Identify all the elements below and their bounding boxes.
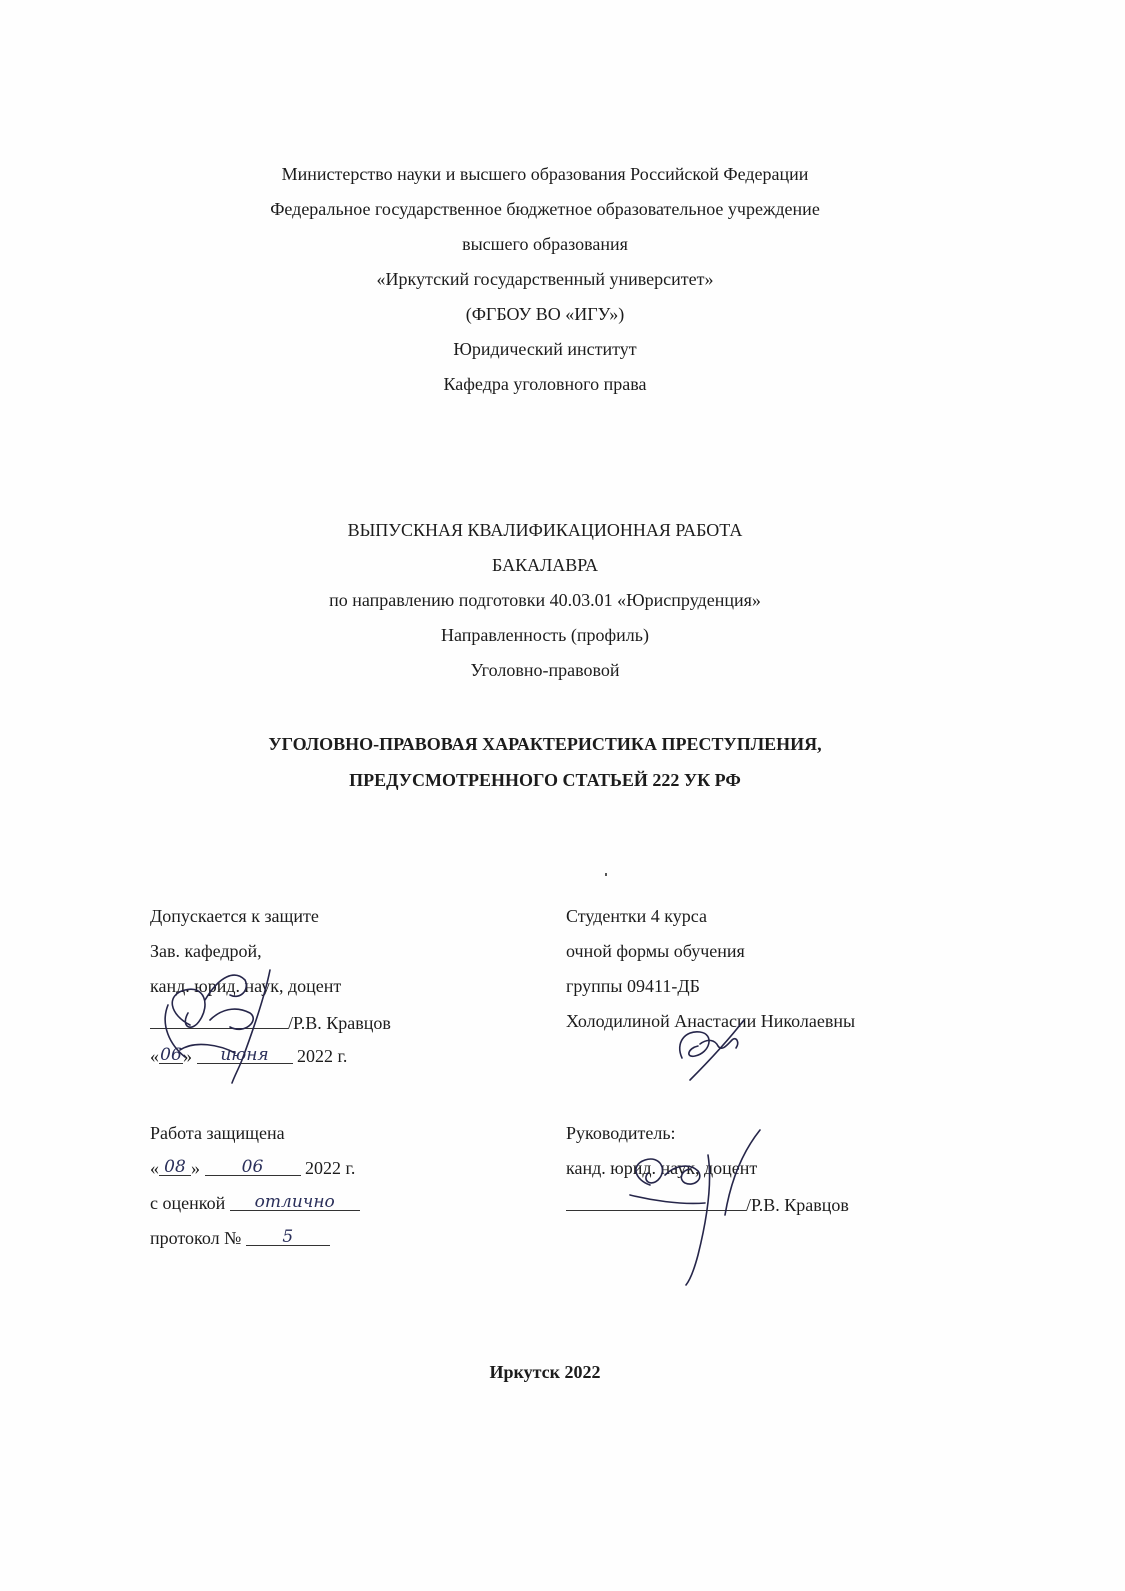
grade-label: с оценкой: [150, 1193, 226, 1213]
thesis-topic: [0, 730, 1090, 802]
student-course: Студентки 4 курса: [566, 906, 707, 926]
defense-date-month: 06: [241, 1157, 264, 1177]
column-gap: [150, 1078, 450, 1120]
student-name: Холодилиной Анастасии Николаевны: [566, 1011, 856, 1031]
defense-date-day: 08: [164, 1157, 186, 1177]
supervisor-signature-blank: [566, 1190, 746, 1211]
defense-date-line: [150, 1155, 450, 1190]
grade-value: отлично: [254, 1192, 335, 1212]
supervisor-signature-line: [566, 1190, 926, 1225]
protocol-value: 5: [282, 1227, 294, 1247]
defense-date-open-quote: «: [150, 1158, 159, 1178]
city-and-year: Иркутск 2022: [489, 1362, 601, 1382]
department-name: Кафедра уголовного права: [443, 374, 647, 394]
grade-line: [150, 1190, 450, 1225]
institute-name: Юридический институт: [453, 339, 637, 359]
ministry-line: Министерство науки и высшего образования Российской Федерации: [281, 164, 809, 184]
student-study-form: очной формы обучения: [566, 941, 745, 961]
supervisor-name: /Р.В. Кравцов: [746, 1195, 849, 1215]
admission-date-month-blank: [197, 1043, 293, 1064]
protocol-label: протокол №: [150, 1228, 242, 1248]
admission-date-close-quote: »: [183, 1046, 192, 1066]
defense-label: Работа защищена: [150, 1123, 285, 1143]
university-abbreviation: (ФГБОУ ВО «ИГУ»): [465, 304, 625, 324]
thesis-topic-line-2: ПРЕДУСМОТРЕННОГО СТАТЬЕЙ 222 УК РФ: [349, 770, 741, 790]
defense-date-close-quote: »: [191, 1158, 200, 1178]
head-degree: канд. юрид. наук, доцент: [150, 976, 342, 996]
university-name: «Иркутский государственный университет»: [376, 269, 714, 289]
profile-label: Направленность (профиль): [441, 625, 649, 645]
defense-date-day-blank: [159, 1155, 191, 1176]
head-signature-line: [150, 1008, 450, 1043]
admission-label: Допускается к защите: [150, 906, 319, 926]
admission-date-year: 2022 г.: [297, 1046, 348, 1066]
admission-date-day-blank: [159, 1043, 183, 1064]
protocol-line: [150, 1225, 450, 1260]
student-signature-space: [566, 1043, 926, 1078]
admission-and-defense-column: [150, 903, 450, 1260]
grade-blank: [230, 1190, 360, 1211]
supervisor-label: Руководитель:: [566, 1123, 676, 1143]
admission-date-open-quote: «: [150, 1046, 159, 1066]
head-signature-blank: [150, 1008, 288, 1029]
study-direction: по направлению подготовки 40.03.01 «Юриспруденция»: [329, 590, 761, 610]
education-level-line: высшего образования: [462, 234, 628, 254]
work-type-block: [0, 516, 1090, 691]
supervisor-degree: канд. юрид. наук, доцент: [566, 1158, 758, 1178]
thesis-topic-line-1: УГОЛОВНО-ПРАВОВАЯ ХАРАКТЕРИСТИКА ПРЕСТУПЛЕНИЯ,: [268, 734, 822, 754]
head-position: Зав. кафедрой,: [150, 941, 262, 961]
degree-level: БАКАЛАВРА: [491, 555, 599, 575]
work-type-title: ВЫПУСКНАЯ КВАЛИФИКАЦИОННАЯ РАБОТА: [347, 520, 743, 540]
stray-dot: [605, 873, 607, 876]
defense-date-month-blank: [205, 1155, 301, 1176]
admission-date-month: июня: [220, 1045, 269, 1065]
student-group: группы 09411-ДБ: [566, 976, 700, 996]
student-and-supervisor-column: [566, 903, 926, 1225]
institution-header: [0, 160, 1090, 405]
head-name: /Р.В. Кравцов: [288, 1013, 391, 1033]
profile-value: Уголовно-правовой: [470, 660, 620, 680]
institution-type-line: Федеральное государственное бюджетное образовательное учреждение: [270, 199, 820, 219]
defense-date-year: 2022 г.: [305, 1158, 356, 1178]
column-gap: [566, 1078, 926, 1120]
admission-date-day: 06: [160, 1045, 182, 1065]
protocol-blank: [246, 1225, 330, 1246]
admission-date-line: [150, 1043, 450, 1078]
